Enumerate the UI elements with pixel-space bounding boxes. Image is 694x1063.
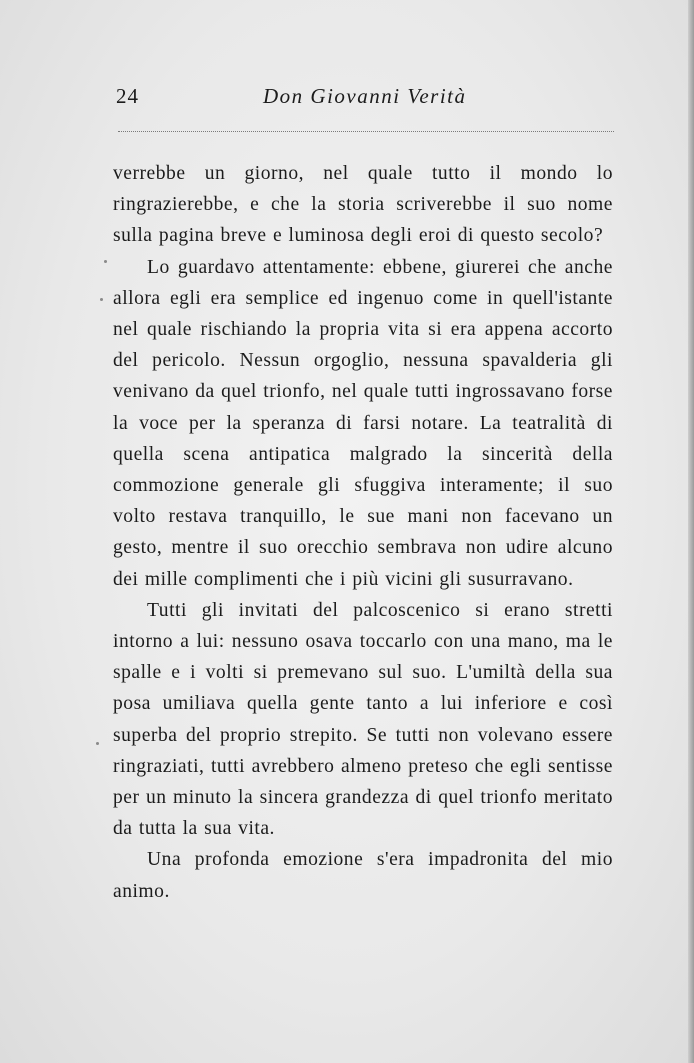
page-header [116, 84, 614, 114]
running-title: Don Giovanni Verità [263, 84, 467, 108]
paper-speck [104, 260, 107, 263]
paragraph-3: Tutti gli invitati del palcoscenico si erano stretti intorno a lui: nessuno osava toccarlo con una mano, ma le spalle e i volti si premevano sul suo. L'umiltà della sua posa umiliava quella gente tanto a lui inferiore e così superba del proprio strepito. Se tutti non volevano essere ringraziati, tutti avrebbero almeno preteso che egli sentisse per un minuto la sincera grandezza di quel trionfo meritato da tutta la sua vita. [113, 599, 613, 840]
paper-speck [100, 298, 103, 301]
paragraph-4: Una profonda emozione s'era impadronita del mio animo. [113, 849, 613, 902]
page-number: 24 [116, 84, 139, 108]
paper-speck [96, 742, 99, 745]
header-rule [118, 131, 614, 132]
paragraph-1: verrebbe un giorno, nel quale tutto il mondo lo ringrazierebbe, e che la storia scriverebbe il suo nome sulla pagina breve e luminosa degli eroi di questo secolo? [113, 163, 613, 247]
page-spine-shadow [688, 0, 694, 1063]
body-text [113, 158, 613, 907]
paragraph-2: Lo guardavo attentamente: ebbene, giurerei che anche allora egli era semplice ed ingenuo come in quell'istante nel quale rischiando la propria vita si era appena accorto del pericolo. Nessun orgoglio, nessuna spavalderia gli venivano da quel trionfo, nel quale tutti ingrossavano forse la voce per la speranza di farsi notare. La teatralità di quella scena antipatica malgrado la sincerità della commozione generale gli sfuggiva interamente; il suo volto restava tranquillo, le sue mani non facevano un gesto, mentre il suo orecchio sembrava non udire alcuno dei mille complimenti che i più vicini gli susurravano. [113, 256, 613, 590]
